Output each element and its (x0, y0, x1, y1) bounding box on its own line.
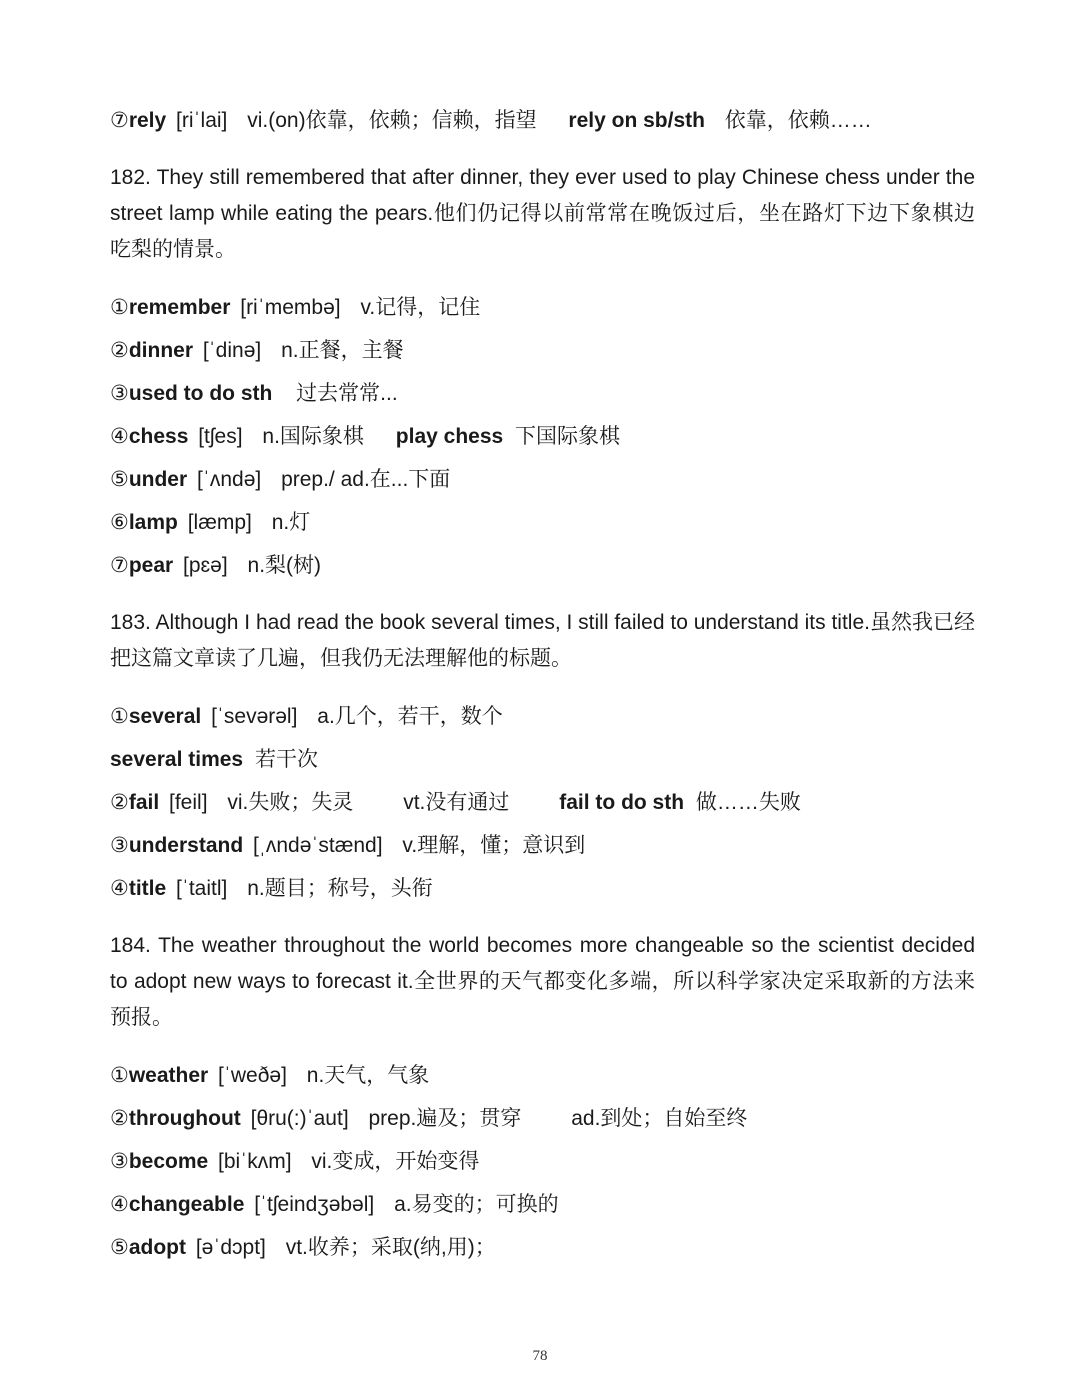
entry-word: weather (128, 1064, 209, 1087)
vocab-entry-dinner (110, 333, 975, 369)
entry-definition: n.灯 (271, 511, 311, 534)
entry-phonetic: [ˈtʃeindʒəbəl] (254, 1193, 375, 1216)
entry-number: ④ (110, 1193, 129, 1216)
entry-phrase-definition: 依靠，依赖…… (724, 109, 872, 132)
entry-word: used to do sth (128, 382, 273, 405)
sentence-182: 182. They still remembered that after dinner, they ever used to play Chinese chess under the street lamp while eating the pears.他们仍记得以前常常在晚饭过后，坐在路灯下边下象棋边吃梨的情景。 (110, 166, 975, 261)
vocab-entry-under (110, 462, 975, 498)
sentence-183: 183. Although I had read the book several times, I still failed to understand its title.虽然我已经把这篇文章读了几遍，但我仍无法理解他的标题。 (110, 611, 975, 670)
entry-number: ② (110, 791, 129, 814)
entry-phonetic: [biˈkʌm] (218, 1150, 292, 1173)
entry-number: ④ (110, 425, 129, 448)
entry-word: title (128, 877, 167, 900)
entry-phonetic: [əˈdɔpt] (195, 1236, 266, 1259)
entry-phonetic: [ˈweðə] (218, 1064, 287, 1087)
entry-number: ② (110, 1107, 129, 1130)
vocab-entry-chess (110, 419, 975, 455)
entry-phrase: fail to do sth (559, 791, 685, 814)
entry-word: chess (128, 425, 189, 448)
entry-definition: vi.(on)依靠，依赖；信赖，指望 (247, 109, 537, 132)
vocab-entry-rely (110, 103, 975, 139)
entry-phonetic: [ˈdinə] (202, 339, 262, 362)
vocab-entry-title (110, 871, 975, 907)
entry-phonetic: [ˈtaitl] (176, 877, 228, 900)
vocab-entry-weather (110, 1058, 975, 1094)
entry-definition: v.理解，懂；意识到 (402, 834, 586, 857)
vocab-entry-several (110, 699, 975, 735)
entry-word: fail (128, 791, 160, 814)
entry-phonetic: [riˈlai] (176, 109, 228, 132)
vocab-entry-fail (110, 785, 975, 821)
entry-number: ③ (110, 834, 129, 857)
entry-definition: a.几个，若干，数个 (317, 705, 503, 728)
entry-phrase: play chess (395, 425, 504, 448)
entry-definition: 过去常常... (296, 382, 398, 405)
entry-definition: vi.失败；失灵 (227, 791, 354, 814)
entry-word: remember (128, 296, 231, 319)
entry-word: changeable (128, 1193, 245, 1216)
vocab-entry-several-times (110, 742, 975, 778)
entry-definition: 若干次 (254, 748, 318, 771)
entry-number: ② (110, 339, 129, 362)
entry-number: ⑤ (110, 1236, 129, 1259)
entry-number: ① (110, 296, 129, 319)
entry-word: adopt (128, 1236, 186, 1259)
entry-word: become (128, 1150, 209, 1173)
entry-definition: vt.收养；采取(纳,用)； (285, 1236, 496, 1259)
entry-word: understand (128, 834, 244, 857)
entry-number: ① (110, 705, 129, 728)
vocab-entry-changeable (110, 1187, 975, 1223)
entry-definition: n.国际象棋 (262, 425, 364, 448)
entry-definition-2: ad.到处；自始至终 (571, 1107, 748, 1130)
entry-number: ⑤ (110, 468, 129, 491)
entry-word: pear (128, 554, 174, 577)
entry-phonetic: [riˈmembə] (240, 296, 341, 319)
entry-definition: v.记得，记住 (360, 296, 481, 319)
entry-phonetic: [ˈʌndə] (197, 468, 262, 491)
entry-phrase-definition: 下国际象棋 (515, 425, 621, 448)
entry-word: several (128, 705, 202, 728)
sentence-184: 184. The weather throughout the world becomes more changeable so the scientist decided to adopt new ways to forecast it.全世界的天气都变化多端，所以科学家决定采取新的方法来预报。 (110, 934, 975, 1029)
entry-phonetic: [θru(:)ˈaut] (250, 1107, 349, 1130)
entry-word: rely (128, 109, 167, 132)
entry-number: ⑥ (110, 511, 129, 534)
entry-phrase-definition: 做……失败 (695, 791, 801, 814)
entry-phonetic: [læmp] (187, 511, 252, 534)
entry-number: ① (110, 1064, 129, 1087)
entry-definition: prep.遍及；贯穿 (368, 1107, 522, 1130)
entry-definition: n.天气，气象 (306, 1064, 430, 1087)
entry-phrase: rely on sb/sth (568, 109, 705, 132)
vocab-entry-remember (110, 290, 975, 326)
vocab-entry-pear (110, 548, 975, 584)
entry-phonetic: [tʃes] (198, 425, 243, 448)
entry-number: ③ (110, 382, 129, 405)
vocab-entry-used-to (110, 376, 975, 412)
entry-definition: n.梨(树) (247, 554, 322, 577)
entry-word: lamp (128, 511, 178, 534)
vocab-entry-throughout (110, 1101, 975, 1137)
entry-phonetic: [ˌʌndəˈstænd] (253, 834, 383, 857)
entry-number: ⑦ (110, 554, 129, 577)
entry-word: dinner (128, 339, 193, 362)
vocab-entry-become (110, 1144, 975, 1180)
entry-definition: prep./ ad.在...下面 (281, 468, 451, 491)
entry-definition: vi.变成，开始变得 (311, 1150, 480, 1173)
vocab-entry-understand (110, 828, 975, 864)
entry-definition: n.正餐，主餐 (281, 339, 404, 362)
entry-word: throughout (128, 1107, 241, 1130)
entry-word: under (128, 468, 188, 491)
entry-definition-2: vt.没有通过 (403, 791, 510, 814)
entry-word: several times (110, 748, 244, 771)
entry-phonetic: [feil] (169, 791, 208, 814)
entry-definition: a.易变的；可换的 (394, 1193, 559, 1216)
entry-number: ④ (110, 877, 129, 900)
vocab-entry-lamp (110, 505, 975, 541)
entry-number: ⑦ (110, 109, 129, 132)
page-number: 78 (532, 1348, 548, 1364)
entry-phonetic: [pɛə] (183, 554, 228, 577)
entry-phonetic: [ˈsevərəl] (211, 705, 298, 728)
entry-definition: n.题目；称号，头衔 (247, 877, 433, 900)
vocab-entry-adopt (110, 1230, 975, 1266)
entry-number: ③ (110, 1150, 129, 1173)
